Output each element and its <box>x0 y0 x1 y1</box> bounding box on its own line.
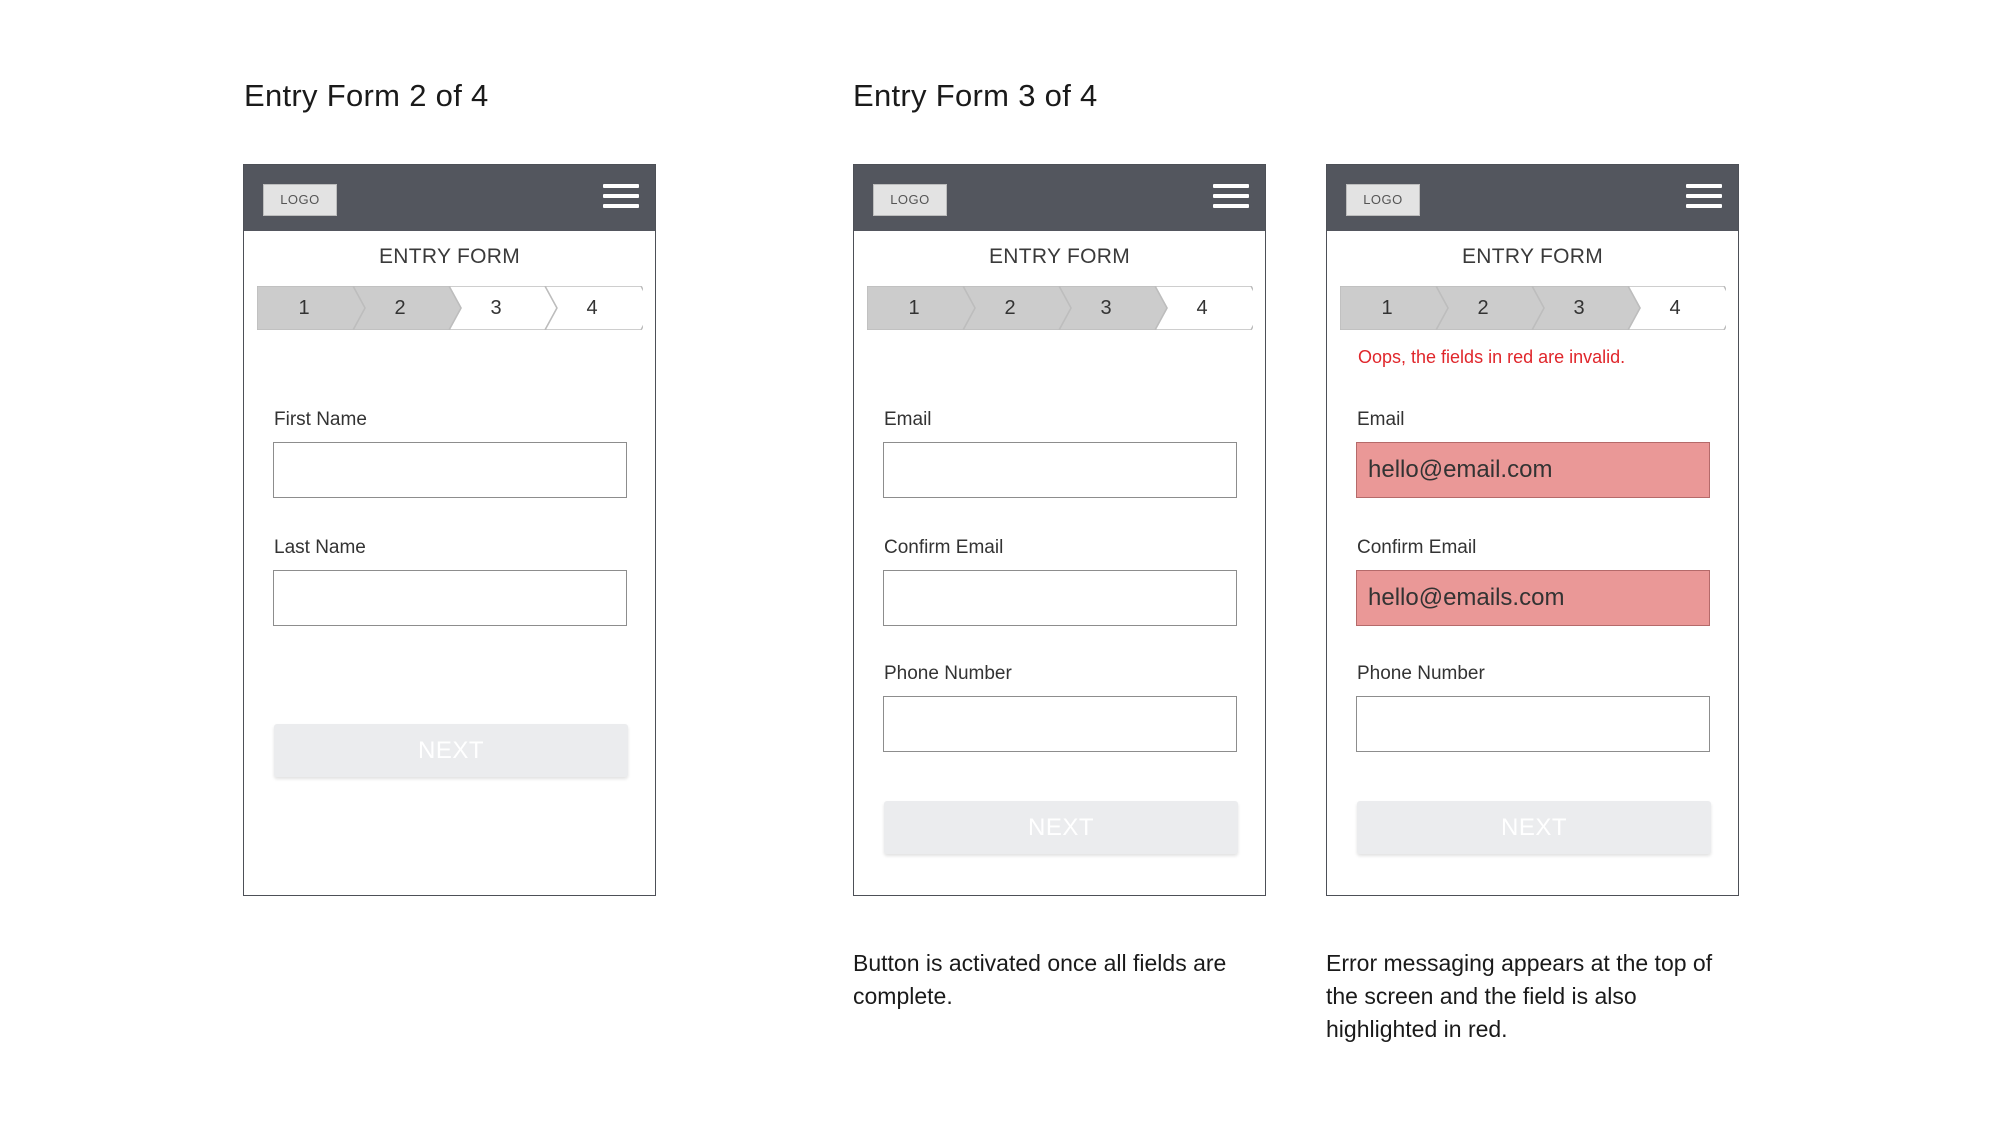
next-button[interactable]: NEXT <box>274 724 628 777</box>
progress-stepper <box>867 286 1253 330</box>
app-header <box>1327 165 1738 231</box>
step-1: 1 <box>298 297 310 319</box>
section-title-form-2: Entry Form 2 of 4 <box>244 78 489 113</box>
caption-error-messaging: Error messaging appears at the top of the screen and the field is also highlighted in red. <box>1326 950 1713 1042</box>
step-4: 4 <box>1669 297 1681 319</box>
step-3: 3 <box>490 297 502 319</box>
form-title: ENTRY FORM <box>988 245 1131 268</box>
phone-number-input[interactable] <box>1356 696 1710 752</box>
error-message: Oops, the fields in red are invalid. <box>1358 347 1626 367</box>
hamburger-menu-icon[interactable] <box>1686 184 1722 208</box>
hamburger-menu-icon[interactable] <box>603 184 639 208</box>
email-input[interactable] <box>883 442 1237 498</box>
logo[interactable]: LOGO <box>873 184 947 216</box>
next-button[interactable]: NEXT <box>884 801 1238 854</box>
step-1: 1 <box>1381 297 1393 319</box>
hamburger-menu-icon[interactable] <box>1213 184 1249 208</box>
phone-screen-form-2 <box>243 164 656 896</box>
step-1: 1 <box>908 297 920 319</box>
step-2: 2 <box>1004 297 1016 319</box>
step-3: 3 <box>1573 297 1585 319</box>
phone-number-input[interactable] <box>883 696 1237 752</box>
confirm-email-input[interactable] <box>883 570 1237 626</box>
step-3: 3 <box>1100 297 1112 319</box>
progress-stepper <box>257 286 643 330</box>
section-title-form-3: Entry Form 3 of 4 <box>853 78 1098 113</box>
step-4: 4 <box>1196 297 1208 319</box>
email-input-invalid[interactable] <box>1356 442 1710 498</box>
app-header <box>854 165 1265 231</box>
form-title: ENTRY FORM <box>1461 245 1604 268</box>
step-2: 2 <box>1477 297 1489 319</box>
caption-button-activation: Button is activated once all fields are complete. <box>853 950 1227 1009</box>
last-name-input[interactable] <box>273 570 627 626</box>
confirm-email-label: Confirm Email <box>884 537 1004 558</box>
step-2: 2 <box>394 297 406 319</box>
email-label: Email <box>884 409 932 430</box>
form-title: ENTRY FORM <box>378 245 521 268</box>
phone-screen-form-3 <box>853 164 1266 896</box>
phone-number-label: Phone Number <box>1357 663 1485 684</box>
step-4: 4 <box>586 297 598 319</box>
logo[interactable]: LOGO <box>1346 184 1420 216</box>
app-header <box>244 165 655 231</box>
first-name-label: First Name <box>274 409 367 430</box>
progress-stepper <box>1340 286 1726 330</box>
logo[interactable]: LOGO <box>263 184 337 216</box>
confirm-email-input-invalid[interactable] <box>1356 570 1710 626</box>
confirm-email-label: Confirm Email <box>1357 537 1477 558</box>
phone-number-label: Phone Number <box>884 663 1012 684</box>
last-name-label: Last Name <box>274 537 366 558</box>
first-name-input[interactable] <box>273 442 627 498</box>
email-label: Email <box>1357 409 1405 430</box>
phone-screen-form-3-error <box>1326 164 1739 896</box>
next-button[interactable]: NEXT <box>1357 801 1711 854</box>
